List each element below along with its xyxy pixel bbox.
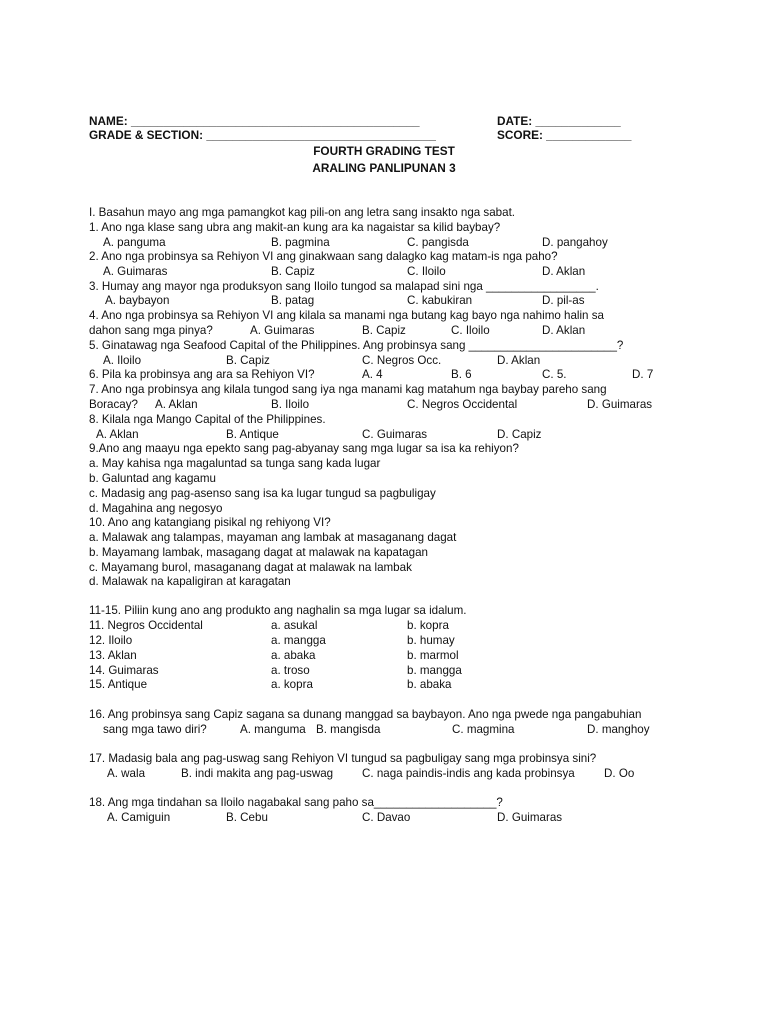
option-a: A. Guimaras [250,324,315,337]
choice-b: b. marmol [407,649,459,662]
option-a: A. Camiguin [107,811,171,824]
option-a: a. Malawak ang talampas, mayaman ang lambak at masaganang dagat [89,531,457,544]
option-b: b. Galuntad ang kagamu [89,472,216,485]
option-c: C. magmina [452,723,515,736]
option-b: B. Cebu [226,811,268,824]
option-c: C. Davao [362,811,411,824]
option-d: D. Aklan [542,324,586,337]
test-title: FOURTH GRADING TEST [313,144,455,158]
matching-item: 11. Negros Occidental [89,619,203,632]
choice-b: b. kopra [407,619,449,632]
question-18: 18. Ang mga tindahan sa Iloilo nagabakal sang paho sa___________________? [89,796,503,809]
question-16-continued: sang mga tawo diri? [103,723,207,736]
choice-a: a. troso [271,664,310,677]
option-d: d. Malawak na kapaligiran at karagatan [89,575,291,588]
choice-a: a. kopra [271,678,313,691]
option-d: D. Oo [604,767,635,780]
option-a: A. 4 [362,368,383,381]
option-a: A. panguma [103,236,166,249]
option-d: d. Magahina ang negosyo [89,502,223,515]
name-field: NAME: ____________________________________________ [89,114,420,128]
option-a: A. Aklan [96,428,139,441]
option-c: C. Negros Occ. [362,354,442,367]
question-7-continued: Boracay? [89,398,138,411]
question-8: 8. Kilala nga Mango Capital of the Philippines. [89,413,326,426]
option-c: C. Guimaras [362,428,428,441]
option-b: B. Capiz [226,354,270,367]
option-d: D. Guimaras [587,398,653,411]
choice-a: a. abaka [271,649,316,662]
option-c: C. Negros Occidental [407,398,518,411]
option-a: A. Aklan [155,398,198,411]
question-5: 5. Ginatawag nga Seafood Capital of the Philippines. Ang probinsya sang _______________________? [89,339,624,352]
option-b: B. 6 [451,368,472,381]
option-a: A. manguma [240,723,306,736]
option-a: A. Guimaras [103,265,168,278]
question-7: 7. Ano nga probinsya ang kilala tungod sang iya nga manami kag matahum nga baybay pareho sang [89,383,607,396]
matching-item: 13. Aklan [89,649,137,662]
option-c: c. Mayamang burol, masaganang dagat at malawak na lambak [89,561,412,574]
grade-section-field: GRADE & SECTION: ___________________________________ [89,128,436,142]
option-b: b. Mayamang lambak, masagang dagat at malawak na kapatagan [89,546,429,559]
matching-item: 15. Antique [89,678,148,691]
option-d: D. Aklan [542,265,586,278]
option-b: B. indi makita ang pag-uswag [181,767,334,780]
question-9: 9.Ano ang maayu nga epekto sang pag-abyanay sang mga lugar sa isa ka rehiyon? [89,442,519,455]
question-10: 10. Ano ang katangiang pisikal ng rehiyong VI? [89,516,331,529]
option-b: B. pagmina [271,236,330,249]
choice-b: b. abaka [407,678,452,691]
instruction: I. Basahun mayo ang mga pamangkot kag pili-on ang letra sang insakto nga sabat. [89,206,516,219]
option-c: C. Iloilo [451,324,490,337]
subject-title: ARALING PANLIPUNAN 3 [312,161,456,175]
option-b: B. patag [271,294,315,307]
option-c: C. Iloilo [407,265,446,278]
option-d: D. pil-as [542,294,585,307]
option-d: D. 7 [632,368,654,381]
choice-b: b. humay [407,634,455,647]
option-a: A. wala [107,767,146,780]
choice-a: a. mangga [271,634,326,647]
matching-item: 14. Guimaras [89,664,159,677]
option-b: B. mangisda [316,723,381,736]
option-d: D. Capiz [497,428,542,441]
option-d: D. pangahoy [542,236,608,249]
option-d: D. Guimaras [497,811,563,824]
choice-a: a. asukal [271,619,318,632]
question-2: 2. Ano nga probinsya sa Rehiyon VI ang ginakwaan sang dalagko kag matam-is nga paho? [89,250,558,263]
option-b: B. Capiz [362,324,406,337]
matching-item: 12. Iloilo [89,634,133,647]
choice-b: b. mangga [407,664,462,677]
option-c: C. kabukiran [407,294,473,307]
option-c: C. naga paindis-indis ang kada probinsya [362,767,575,780]
option-d: D. manghoy [587,723,650,736]
question-3: 3. Humay ang mayor nga produksyon sang Iloilo tungod sa malapad sini nga _________________. [89,280,599,293]
score-field: SCORE: _____________ [497,128,632,142]
matching-instruction: 11-15. Piliin kung ano ang produkto ang naghalin sa mga lugar sa idalum. [89,604,467,617]
option-a: a. May kahisa nga magaluntad sa tunga sang kada lugar [89,457,381,470]
question-1: 1. Ano nga klase sang ubra ang makit-an kung ara ka nagaistar sa kilid baybay? [89,221,501,234]
option-a: A. baybayon [105,294,170,307]
option-a: A. Iloilo [103,354,142,367]
question-6: 6. Pila ka probinsya ang ara sa Rehiyon VI? [89,368,315,381]
question-4: 4. Ano nga probinsya sa Rehiyon VI ang kilala sa manami nga butang kag bayo nga nahimo halin sa [89,309,604,322]
question-4-continued: dahon sang mga pinya? [89,324,213,337]
option-b: B. Iloilo [271,398,310,411]
question-16: 16. Ang probinsya sang Capiz sagana sa dunang manggad sa baybayon. Ano nga pwede nga pangabuhian [89,708,642,721]
date-field: DATE: _____________ [497,114,621,128]
option-d: D. Aklan [497,354,541,367]
option-b: B. Antique [226,428,279,441]
question-17: 17. Madasig bala ang pag-uswag sang Rehiyon VI tungud sa pagbuligay sang mga probinsya sini? [89,752,597,765]
option-b: B. Capiz [271,265,315,278]
option-c: C. 5. [542,368,567,381]
option-c: C. pangisda [407,236,469,249]
option-c: c. Madasig ang pag-asenso sang isa ka lugar tungud sa pagbuligay [89,487,436,500]
